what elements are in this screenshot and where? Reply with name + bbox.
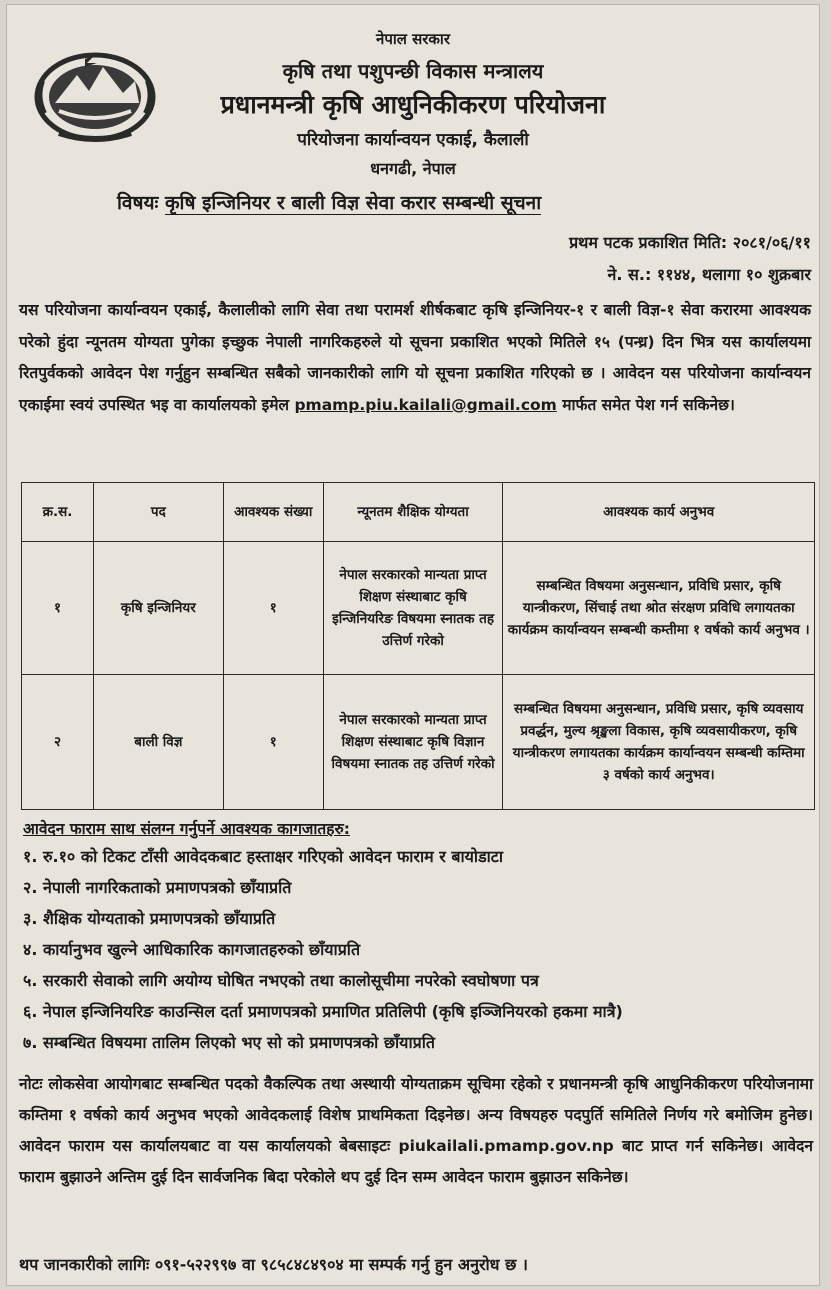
email-link[interactable]: pmamp.piu.kailali@gmail.com: [294, 395, 557, 414]
subject-text: कृषि इन्जिनियर र बाली विज्ञ सेवा करार सम्बन्धी सूचना: [164, 192, 542, 214]
project-name: प्रधानमन्त्री कृषि आधुनिकीकरण परियोजना: [220, 90, 606, 119]
notice-page: [6, 4, 820, 1286]
col-header-qualification: न्यूनतम शैक्षिक योग्यता: [323, 483, 503, 542]
intro-paragraph: [19, 295, 811, 421]
cell-sn: १: [22, 542, 94, 675]
note-text: नोटः लोकसेवा आयोगबाट सम्बन्धित पदको वैकल्पिक तथा अस्थायी योग्यताक्रम सूचिमा रहेको र प्रधानमन्त्री कृषि आधुनिकीकरण परियोजनामा कम्तिमा १ वर्षको कार्य अनुभव भएको आवेदकलाई विशेष प्राथमिकता दिइनेछ। अन्य विषयहरु पदपुर्ति समितिले निर्णय गरे बमोजिम हुनेछ। आवेदन फाराम यस कार्यालयबाट वा यस कार्यालयको बेबसाइटः: [19, 1075, 813, 1155]
required-documents-list: [23, 845, 813, 1062]
cell-qualification: नेपाल सरकारको मान्यता प्राप्त शिक्षण संस्थाबाट कृषि विज्ञान विषयमा स्नातक तह उत्तिर्ण गरेको: [323, 675, 503, 810]
cell-sn: २: [22, 675, 94, 810]
ministry-name: कृषि तथा पशुपन्छी विकास मन्त्रालय: [282, 59, 544, 83]
cell-count: १: [223, 542, 323, 675]
government-name: नेपाल सरकार: [376, 30, 450, 48]
intro-text: यस परियोजना कार्यान्वयन एकाई, कैलालीको लागि सेवा तथा परामर्श शीर्षकबाट कृषि इन्जिनियर-१ र बाली विज्ञ-१ सेवा करारमा आवश्यक परेको हुंदा न्यूनतम योग्यता पुगेका इच्छुक नेपाली नागरिकहरुले यो सूचना प्रकाशित भएको मितिले १५ (पन्ध्र) दिन भित्र यस कार्यालयमा रितपुर्वकको आवेदन पेश गर्नुहुन सम्बन्धित सबैको जानकारीको लागि यो सूचना प्रकाशित गरिएको छ । आवेदन यस परियोजना कार्यान्वयन एकाईमा स्वयं उपस्थित भइ वा कार्यालयको इमेल: [19, 301, 811, 414]
list-item: ५. सरकारी सेवाको लागि अयोग्य घोषित नभएको तथा कालोसूचीमा नपरेको स्वघोषणा पत्र: [23, 971, 539, 990]
cell-experience: सम्बन्धित विषयमा अनुसन्धान, प्रविधि प्रसार, कृषि यान्त्रीकरण, सिंचाई तथा श्रोत संरक्षण प्रविधि लगायतका कार्यक्रम कार्यान्वयन सम्बन्धी कम्तीमा १ वर्षको कार्य अनुभव ।: [503, 542, 815, 675]
list-item: ७. सम्बन्धित विषयमा तालिम लिएको भए सो को प्रमाणपत्रको छाँयाप्रति: [23, 1033, 435, 1052]
note-paragraph: [19, 1069, 813, 1193]
office-city: धनगढी, नेपाल: [370, 159, 456, 178]
col-header-post: पद: [93, 483, 223, 542]
note-closing: बाट प्राप्त गर्न सकिनेछ। आवेदन फाराम बुझाउने अन्तिम दुई दिन सार्वजनिक बिदा परेकोले थप दुई दिन सम्म आवेदन फाराम बुझाउन सकिनेछ।: [19, 1137, 813, 1186]
required-documents-heading: आवेदन फाराम साथ संलग्न गर्नुपर्ने आवश्यक कागजातहरु:: [23, 820, 350, 838]
website-link[interactable]: piukailali.pmamp.gov.np: [398, 1137, 614, 1155]
table-row: [22, 542, 815, 675]
cell-count: १: [223, 675, 323, 810]
list-item: १. रु.१० को टिकट टाँसी आवेदकबाट हस्ताक्षर गरिएको आवेदन फाराम र बायोडाटा: [23, 847, 503, 866]
col-header-sn: क्र.स.: [22, 483, 94, 542]
col-header-count: आवश्यक संख्या: [223, 483, 323, 542]
table-header-row: [22, 483, 815, 542]
cell-experience: सम्बन्धित विषयमा अनुसन्धान, प्रविधि प्रसार, कृषि व्यवसाय प्रवर्द्धन, मुल्य श्रृङ्खला विकास, कृषि व्यवसायीकरण, कृषि यान्त्रीकरण लगायतका कार्यक्रम कार्यान्वयन सम्बन्धी कम्तिमा ३ वर्षको कार्य अनुभव।: [503, 675, 815, 810]
nepal-sambat-date: ने. स.: ११४४, थलागा १० शुक्रबार: [607, 265, 811, 284]
subject-label: विषयः: [117, 192, 159, 214]
contact-info: थप जानकारीको लागिः ०९१-५२२९९७ वा ९८५८४८४९०४ मा सम्पर्क गर्नु हुन अनुरोध छ ।: [19, 1255, 528, 1274]
list-item: २. नेपाली नागरिकताको प्रमाणपत्रको छाँयाप्रति: [23, 878, 292, 897]
intro-closing: मार्फत समेत पेश गर्न सकिनेछ।: [562, 395, 735, 414]
cell-post: कृषि इन्जिनियर: [93, 542, 223, 675]
table-row: [22, 675, 815, 810]
first-published-date: प्रथम पटक प्रकाशित मिति: २०८१/०६/११: [569, 233, 811, 252]
cell-qualification: नेपाल सरकारको मान्यता प्राप्त शिक्षण संस्थाबाट कृषि इन्जिनियरिङ विषयमा स्नातक तह उत्तिर्ण गरेको: [323, 542, 503, 675]
vacancy-table: [21, 482, 815, 810]
cell-post: बाली विज्ञ: [93, 675, 223, 810]
notice-subject: [117, 189, 541, 215]
list-item: ४. कार्यानुभव खुल्ने आधिकारिक कागजातहरुको छाँयाप्रति: [23, 940, 361, 959]
implementation-unit: परियोजना कार्यान्वयन एकाई, कैलाली: [297, 130, 529, 150]
col-header-experience: आवश्यक कार्य अनुभव: [503, 483, 815, 542]
list-item: ६. नेपाल इन्जिनियरिङ काउन्सिल दर्ता प्रमाणपत्रको प्रमाणित प्रतिलिपी (कृषि इञ्जिनियरको हकमा मात्रै): [23, 1002, 623, 1021]
list-item: ३. शैक्षिक योग्यताको प्रमाणपत्रको छाँयाप्रति: [23, 909, 276, 928]
